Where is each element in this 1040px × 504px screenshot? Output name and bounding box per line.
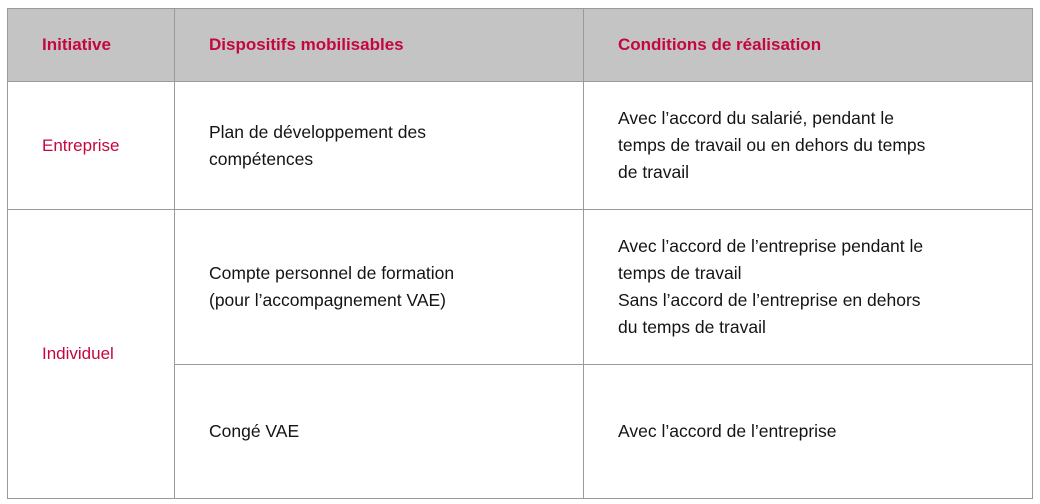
condition-text-line: Avec l’accord de l’entreprise [618, 421, 837, 441]
condition-text-line: Avec l’accord du salarié, pendant le [618, 108, 894, 128]
dispositif-cell [175, 82, 584, 210]
header-dispositifs: Dispositifs mobilisables [175, 9, 584, 82]
condition-text-line: de travail [618, 162, 690, 182]
initiative-cell-individuel: Individuel [8, 210, 175, 499]
dispositif-cell [175, 365, 584, 499]
initiative-cell-entreprise: Entreprise [8, 82, 175, 210]
header-conditions: Conditions de réalisation [584, 9, 1033, 82]
header-row [8, 9, 1033, 82]
dispositif-text-line: compétences [209, 148, 314, 169]
condition-cell [584, 210, 1033, 365]
dispositif-text-line: Congé VAE [209, 421, 300, 441]
dispositifs-table [7, 8, 1033, 499]
dispositif-text-line: Compte personnel de formation [209, 263, 455, 283]
condition-cell [584, 82, 1033, 210]
condition-text-line: temps de travail ou en dehors du temps [618, 135, 926, 155]
condition-text-line: Avec l’accord de l’entreprise pendant le [618, 236, 924, 256]
dispositif-text-line: (pour l’accompagnement VAE) [209, 290, 447, 310]
dispositif-text-line: Plan de développement des [209, 121, 426, 142]
header-initiative: Initiative [8, 9, 175, 82]
table-row [8, 210, 1033, 365]
dispositif-cell [175, 210, 584, 365]
condition-cell [584, 365, 1033, 499]
condition-text-line: temps de travail [618, 263, 742, 283]
table-row [8, 82, 1033, 210]
condition-text-line: Sans l’accord de l’entreprise en dehors [618, 290, 921, 310]
table-header [8, 9, 1033, 82]
table-body [8, 82, 1033, 499]
condition-text-line: du temps de travail [618, 317, 766, 337]
